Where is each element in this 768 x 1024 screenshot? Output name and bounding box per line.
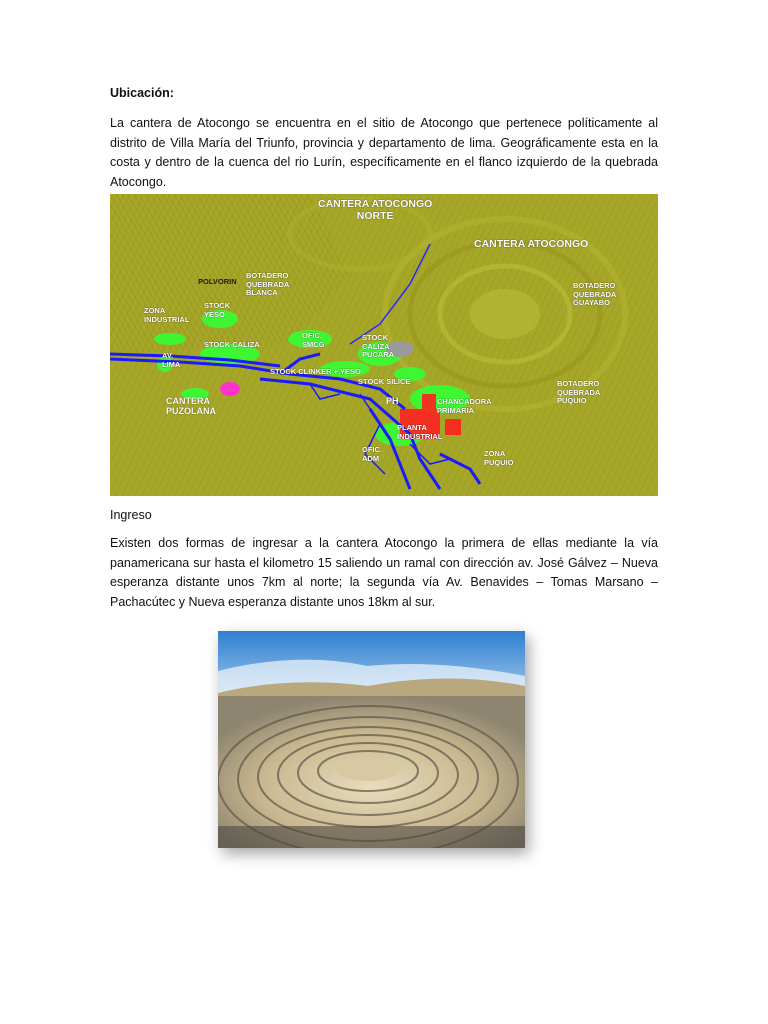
open-pit-photo (218, 631, 525, 848)
map-label-planta: PLANTA INDUSTRIAL (397, 423, 443, 441)
map-label-botadero-puquio: BOTADERO QUEBRADA PUQUIO (557, 379, 601, 405)
map-label-ofic-smcg: OFIC. SMCG (302, 331, 325, 349)
map-label-cantera-norte: CANTERA ATOCONGO NORTE (318, 198, 433, 222)
map-label-cantera-puzolana: CANTERA PUZOLANA (166, 396, 216, 416)
location-map (110, 194, 658, 496)
open-pit-illustration (218, 631, 525, 848)
paragraph-ingreso: Existen dos formas de ingresar a la cantera Atocongo la primera de ellas mediante la vía panamericana sur hasta el kilometro 15 saliendo un ramal con dirección av. José Gálvez – Nueva esperanza distante unos 7km al norte; la segunda vía Av. Benavides – Tomas Marsano – Pachacútec y Nueva esperanza distante unos 18km al sur. (110, 536, 658, 609)
paragraph-ubicacion: La cantera de Atocongo se encuentra en el sitio de Atocongo que pertenece políticamente al distrito de Villa María del Triunfo, provincia y departamento de lima. Geográficamente esta en la costa y dentro de la cuenca del rio Lurín, específicamente en el flanco izquierdo de la quebrada Atocongo. (110, 116, 658, 189)
map-label-botadero-guayabo: BOTADERO QUEBRADA GUAYABO (573, 281, 617, 307)
map-label-av-lima: AV. LIMA (162, 351, 181, 369)
map-label-ofic-adm: OFIC. ADM (362, 445, 382, 463)
map-label-stock-silice: STOCK SILICE (358, 377, 411, 386)
section-heading-ubicacion: Ubicación: (110, 86, 174, 100)
map-label-stock-clinker: STOCK CLINKER + YESO (270, 367, 361, 376)
section-heading-ingreso: Ingreso (110, 508, 152, 522)
map-label-chancadora: CHANCADORA PRIMARIA (437, 397, 492, 415)
map-label-cantera-atocongo: CANTERA ATOCONGO (474, 238, 589, 250)
map-label-botadero-blanca: BOTADERO QUEBRADA BLANCA (246, 271, 290, 297)
map-label-stock-caliza-pucara: STOCK CALIZA PUCARA (362, 333, 395, 359)
map-label-zona-puquio: ZONA PUQUIO (484, 449, 514, 467)
map-label-stock-caliza: STOCK CALIZA (204, 340, 260, 349)
map-label-stock-yeso: STOCK YESO (204, 301, 231, 319)
map-label-polvorin: POLVORIN (198, 277, 237, 286)
map-label-zona-industrial: ZONA INDUSTRIAL (144, 306, 190, 324)
map-label-ph: PH (386, 396, 399, 406)
